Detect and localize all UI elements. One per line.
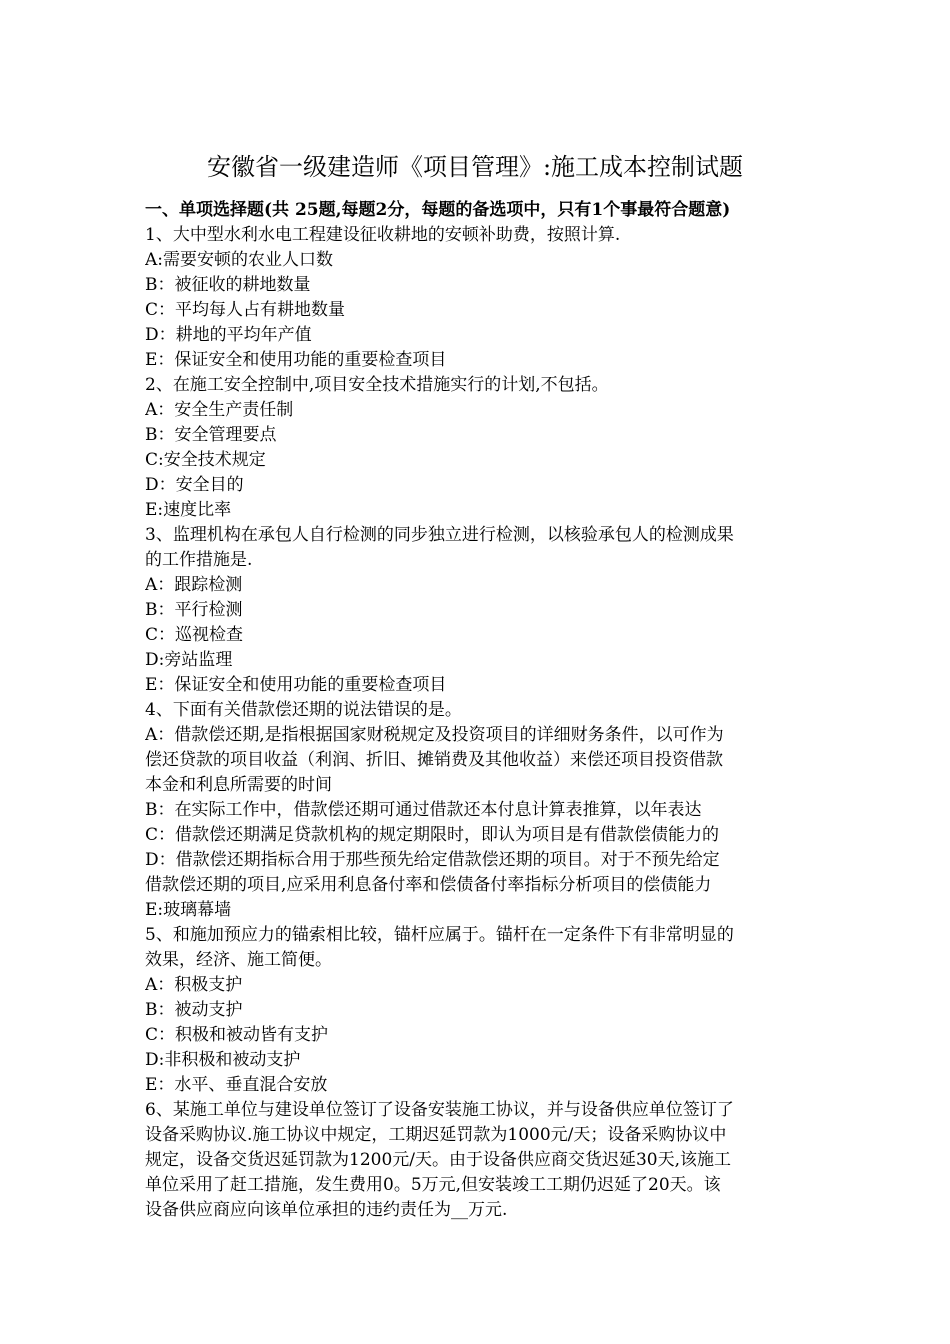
question-6: 6、某施工单位与建设单位签订了设备安装施工协议，并与设备供应单位签订了 (145, 1100, 734, 1120)
option-line: D:非积极和被动支护 (145, 1050, 301, 1070)
question-6-continued: 设备采购协议.施工协议中规定，工期迟延罚款为1000元/天；设备采购协议中 (145, 1125, 727, 1145)
option-line: A：跟踪检测 (145, 575, 243, 595)
question-5-continued: 效果，经济、施工简便。 (145, 950, 332, 970)
section-heading: 一、单项选择题(共 25题,每题2分，每题的备选项中，只有1个事最符合题意) (145, 200, 731, 220)
option-line: C：借款偿还期满足贷款机构的规定期限时，即认为项目是有借款偿债能力的 (145, 825, 720, 845)
option-line: B：被动支护 (145, 1000, 243, 1020)
option-line: B：被征收的耕地数量 (145, 275, 311, 295)
option-line: A：借款偿还期,是指根据国家财税规定及投资项目的详细财务条件，以可作为 (145, 725, 724, 745)
option-line: A:需要安顿的农业人口数 (145, 250, 334, 270)
option-line-continued: 本金和利息所需要的时间 (145, 775, 332, 795)
option-line: E：保证安全和使用功能的重要检查项目 (145, 350, 447, 370)
option-line: A：积极支护 (145, 975, 243, 995)
option-line: C:安全技术规定 (145, 450, 266, 470)
question-3-continued: 的工作措施是. (145, 550, 253, 570)
option-line: D:旁站监理 (145, 650, 233, 670)
document-title: 安徽省一级建造师《项目管理》:施工成本控制试题 (206, 153, 744, 181)
option-line: A：安全生产责任制 (145, 400, 294, 420)
question-1: 1、大中型水利水电工程建设征收耕地的安顿补助费，按照计算. (145, 225, 621, 245)
question-2: 2、在施工安全控制中,项目安全技术措施实行的计划,不包括。 (145, 375, 609, 395)
option-line: E：水平、垂直混合安放 (145, 1075, 328, 1095)
option-line: D：安全目的 (145, 475, 244, 495)
option-line: B：安全管理要点 (145, 425, 277, 445)
option-line-continued: 偿还贷款的项目收益（利润、折旧、摊销费及其他收益）来偿还项目投资借款 (145, 750, 723, 770)
option-line: B：平行检测 (145, 600, 243, 620)
question-6-continued: 规定，设备交货迟延罚款为1200元/天。由于设备供应商交货迟延30天,该施工 (145, 1150, 732, 1170)
option-line: E:速度比率 (145, 500, 232, 520)
option-line: D：耕地的平均年产值 (145, 325, 312, 345)
option-line: D：借款偿还期指标合用于那些预先给定借款偿还期的项目。对于不预先给定 (145, 850, 720, 870)
question-3: 3、监理机构在承包人自行检测的同步独立进行检测，以核验承包人的检测成果 (145, 525, 734, 545)
question-5: 5、和施加预应力的锚索相比较，锚杆应属于。锚杆在一定条件下有非常明显的 (145, 925, 734, 945)
option-line: E:玻璃幕墙 (145, 900, 232, 920)
option-line: C：积极和被动皆有支护 (145, 1025, 329, 1045)
question-6-continued: 单位采用了赶工措施，发生费用0。5万元,但安装竣工工期仍迟延了20天。该 (145, 1175, 721, 1195)
option-line: B：在实际工作中，借款偿还期可通过借款还本付息计算表推算，以年表达 (145, 800, 702, 820)
option-line: C：巡视检查 (145, 625, 244, 645)
document-body (145, 198, 805, 1223)
question-4: 4、下面有关借款偿还期的说法错误的是。 (145, 700, 462, 720)
option-line-continued: 借款偿还期的项目,应采用利息备付率和偿债备付率指标分析项目的偿债能力 (145, 875, 712, 895)
option-line: C：平均每人占有耕地数量 (145, 300, 346, 320)
question-6-continued: 设备供应商应向该单位承担的违约责任为__万元. (145, 1200, 508, 1220)
option-line: E：保证安全和使用功能的重要检查项目 (145, 675, 447, 695)
